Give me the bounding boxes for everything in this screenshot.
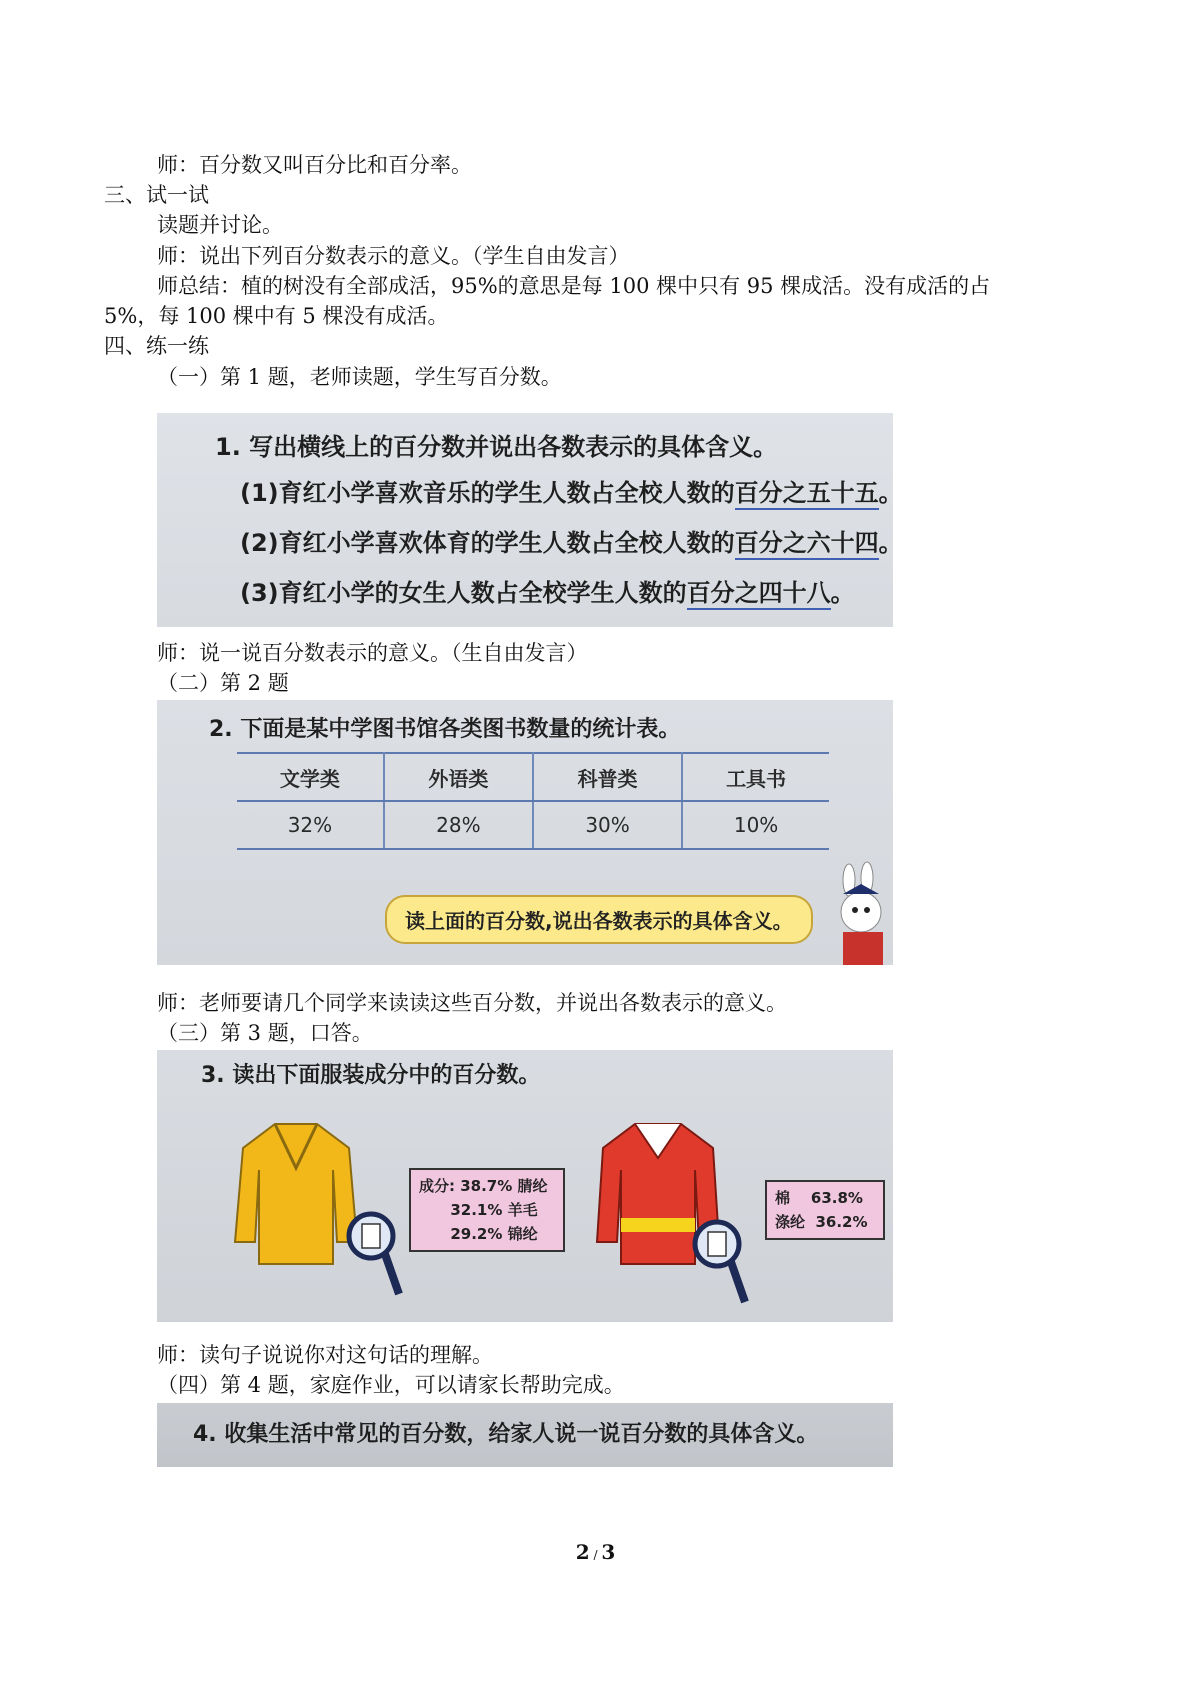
table-header-row <box>237 753 829 801</box>
text-line: （四）第 4 题，家庭作业，可以请家长帮助完成。 <box>157 1373 625 1397</box>
page-current: 2 <box>575 1540 590 1564</box>
magnifier-icon <box>345 1210 403 1298</box>
exercise-2-title: 2. 下面是某中学图书馆各类图书数量的统计表。 <box>209 717 681 742</box>
composition-label-shirt: 棉 63.8% 涤纶 36.2% <box>765 1180 885 1240</box>
textbook-photo-exercise-3 <box>157 1050 893 1322</box>
textbook-photo-exercise-1 <box>157 413 903 627</box>
underlined-percent: 百分之四十八 <box>687 579 831 610</box>
page-total: 3 <box>601 1540 616 1564</box>
composition-label-sweater: 成分: 38.7% 腈纶 32.1% 羊毛 29.2% 锦纶 <box>409 1168 565 1252</box>
table-cell: 30% <box>533 801 682 849</box>
table-header-cell: 文学类 <box>237 753 384 801</box>
text-line: 5%，每 100 棵中有 5 棵没有成活。 <box>104 304 449 328</box>
underlined-percent: 百分之六十四 <box>735 529 879 560</box>
text-line: 师：读句子说说你对这句话的理解。 <box>157 1343 493 1367</box>
speech-bubble: 读上面的百分数,说出各数表示的具体含义。 <box>385 895 813 944</box>
exercise-1-title: 1. 写出横线上的百分数并说出各数表示的具体含义。 <box>215 433 778 461</box>
exercise-1-item <box>240 523 903 558</box>
magnifier-icon <box>691 1218 749 1306</box>
table-cell: 32% <box>237 801 384 849</box>
book-statistics-table <box>237 752 829 850</box>
item-text: (3)育红小学的女生人数占全校学生人数的 <box>240 579 687 607</box>
item-suffix: 。 <box>878 479 903 507</box>
underlined-percent: 百分之五十五 <box>735 479 879 510</box>
table-cell: 10% <box>682 801 829 849</box>
exercise-1-item <box>240 573 855 608</box>
text-line: （二）第 2 题 <box>157 671 289 695</box>
text-line: （三）第 3 题，口答。 <box>157 1021 373 1045</box>
text-line: 读题并讨论。 <box>157 213 283 237</box>
textbook-photo-exercise-4 <box>157 1403 893 1467</box>
table-cell: 28% <box>384 801 533 849</box>
table-row <box>237 801 829 849</box>
text-line: 师：说一说百分数表示的意义。（生自由发言） <box>157 641 588 665</box>
text-line: 师总结：植的树没有全部成活，95%的意思是每 100 棵中只有 95 棵成活。没有成活的占 <box>157 274 991 298</box>
exercise-4-title: 4. 收集生活中常见的百分数，给家人说一说百分数的具体含义。 <box>193 1422 819 1447</box>
exercise-1-item <box>240 473 903 508</box>
section-heading: 三、试一试 <box>104 183 209 207</box>
table-header-cell: 科普类 <box>533 753 682 801</box>
text-line: 师：老师要请几个同学来读读这些百分数，并说出各数表示的意义。 <box>157 991 787 1015</box>
textbook-photo-exercise-2 <box>157 700 893 965</box>
page-separator: / <box>589 1548 602 1562</box>
rabbit-mascot-icon <box>829 862 893 965</box>
sweater-icon <box>233 1118 359 1270</box>
exercise-3-title: 3. 读出下面服装成分中的百分数。 <box>201 1063 541 1088</box>
table-header-cell: 外语类 <box>384 753 533 801</box>
item-text: (2)育红小学喜欢体育的学生人数占全校人数的 <box>240 529 735 557</box>
item-suffix: 。 <box>878 529 903 557</box>
page-number <box>0 1540 1191 1564</box>
text-line: （一）第 1 题，老师读题，学生写百分数。 <box>157 365 562 389</box>
section-heading: 四、练一练 <box>104 334 209 358</box>
item-text: (1)育红小学喜欢音乐的学生人数占全校人数的 <box>240 479 735 507</box>
item-suffix: 。 <box>830 579 855 607</box>
table-header-cell: 工具书 <box>682 753 829 801</box>
text-line: 师：百分数又叫百分比和百分率。 <box>157 153 472 177</box>
text-line: 师：说出下列百分数表示的意义。（学生自由发言） <box>157 244 630 268</box>
